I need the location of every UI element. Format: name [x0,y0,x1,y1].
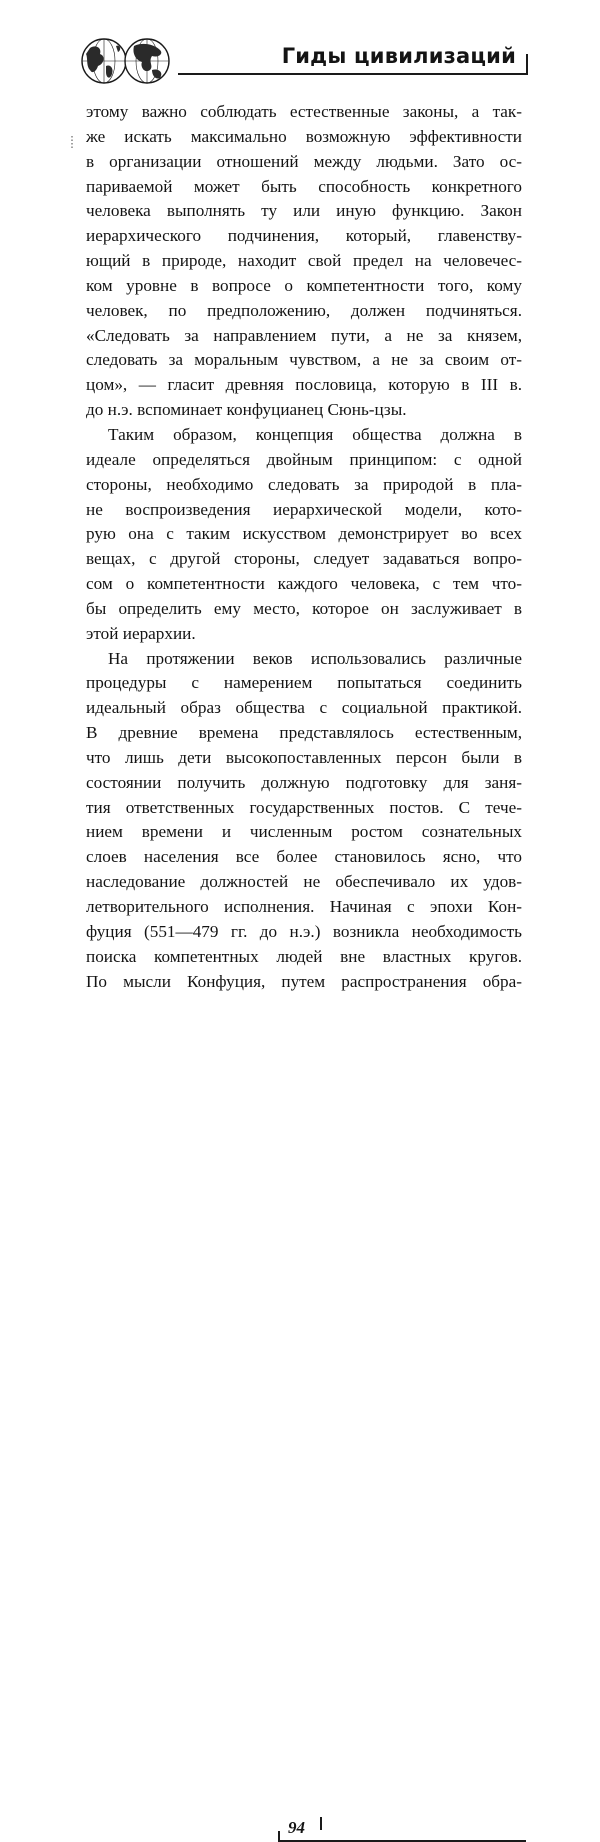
page-number: 94 [288,1818,305,1837]
header-rule [178,73,528,75]
header-rule-tick [526,54,528,75]
text-line: состоянии получить должную подготовку для заня- [86,772,522,792]
text-line: в организации отношений между людьми. Зато ос- [86,151,522,171]
text-line: не воспроизведения иерархической модели, кото- [86,499,522,519]
text-line: нием времени и численным ростом сознательных [86,822,522,842]
text-line: вещах, с другой стороны, следует задаваться вопро- [86,549,522,569]
text-line: париваемой может быть способность конкретного [86,176,522,196]
text-line: Таким образом, концепция общества должна в [108,424,522,444]
text-line: поиска компетентных людей вне властных кругов. [86,946,522,966]
text-line: сом о компетентности каждого человека, с тем что- [86,574,522,594]
text-line: слоев населения все более становилось ясно, что [86,847,522,867]
text-line: На протяжении веков использовались различные [108,648,522,668]
footer-rule-tick-right [320,1817,322,1830]
text-line: ющий в природе, находит свой предел на человечес- [86,251,522,271]
text-line: тия ответственных государственных постов. С тече- [86,797,522,817]
text-line: В древние времена представлялось естественным, [86,723,522,743]
text-line: человека выполнять ту или иную функцию. Закон [86,201,522,221]
text-line: иерархического подчинения, который, главенству- [86,226,522,246]
text-line: что лишь дети высокопоставленных персон были в [86,747,522,767]
text-line: следовать за моральным чувством, а не за своим от- [86,350,522,370]
margin-mark [70,136,74,150]
text-line: же искать максимально возможную эффективности [86,126,522,146]
world-map-globes-icon [80,36,172,86]
page-header [0,0,600,100]
text-line: рую она с таким искусством демонстрирует во всех [86,524,522,544]
text-line: цом», — гласит древняя пословица, которую в III в. [86,375,522,395]
text-line: процедуры с намерением попытаться соединить [86,673,522,693]
page-body-text [86,100,522,994]
text-line: По мысли Конфуция, путем распространения обра- [86,971,522,991]
text-line: летворительного исполнения. Начиная с эпохи Кон- [86,897,522,916]
text-line: фуция (551—479 гг. до н.э.) возникла необходимость [86,921,522,941]
text-line: этому важно соблюдать естественные законы, а так- [86,102,522,121]
text-line: до н.э. вспоминает конфуцианец Сюнь-цзы. [86,400,407,420]
text-line: «Следовать за направлением пути, а не за князем, [86,325,522,345]
text-line: идеале определяться двойным принципом: с одной [86,449,522,469]
running-title: Гиды цивилизаций [281,44,516,68]
text-line: идеальный образ общества с социальной практикой. [86,698,522,718]
text-line: этой иерархии. [86,623,196,643]
text-line: стороны, необходимо следовать за природой в пла- [86,474,522,494]
text-line: бы определить ему место, которое он заслуживает в [86,598,522,618]
text-line: ком уровне в вопросе о компетентности того, кому [86,275,522,295]
text-line: человек, по предположению, должен подчиняться. [86,300,522,320]
text-line: наследование должностей не обеспечивало их удов- [86,872,522,892]
